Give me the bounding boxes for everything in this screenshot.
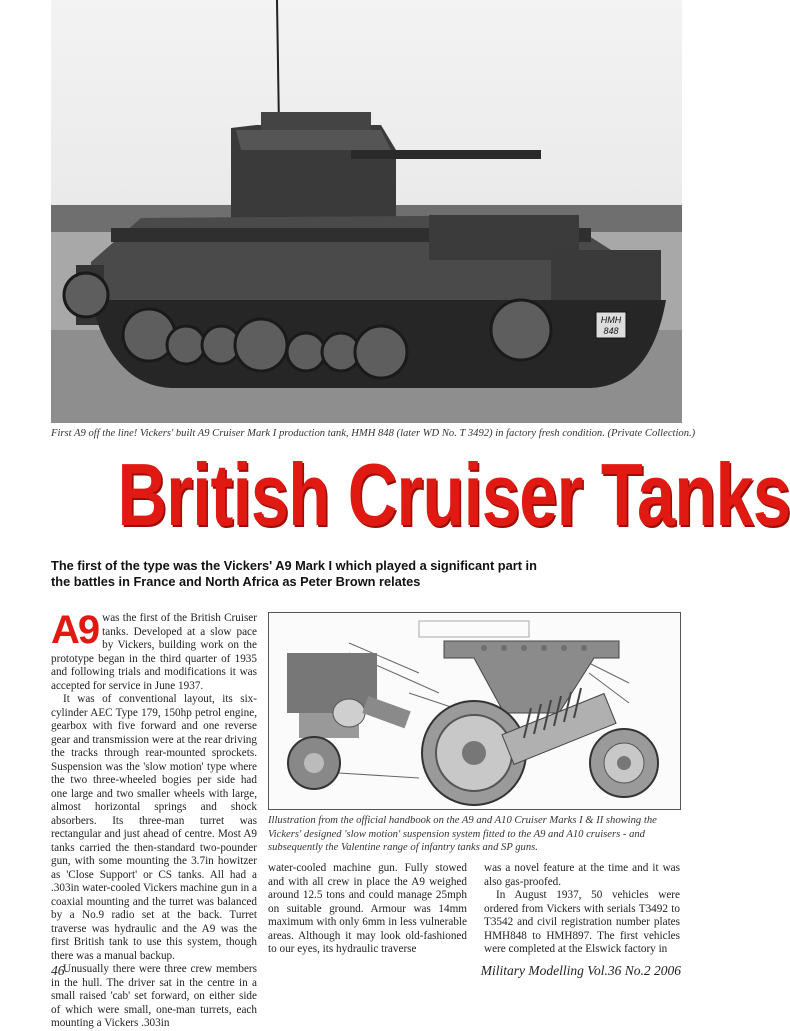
drop-cap: A9 bbox=[51, 608, 99, 652]
suspension-drawing bbox=[269, 613, 680, 809]
body-column-1 bbox=[51, 608, 257, 1031]
body-column-3-paragraph-2: In August 1937, 50 vehicles were ordered from Vickers with serials T3492 to T3542 and civil registration number plates HMH848 to HMH897. The first vehicles were completed at the Elswick factory in bbox=[484, 889, 680, 955]
suspension-illustration bbox=[268, 612, 681, 810]
photo-caption: First A9 off the line! Vickers' built A9 Cruiser Mark I production tank, HMH 848 (later WD No. T 3492) in factory fresh condition. (Private Collection.) bbox=[51, 428, 696, 439]
headline: British Cruiser Tanks bbox=[117, 445, 790, 544]
license-plate-line2: 848 bbox=[603, 326, 619, 336]
body-column-2-text: water-cooled machine gun. Fully stowed and with all crew in place the A9 weighed around 12.5 tons and could manage 25mph on suitable ground. Armour was 14mm maximum with only 6mm in less vulnerable areas. Although it may look old-fashioned to our eyes, its hydraulic traverse bbox=[268, 862, 467, 955]
standfirst: The first of the type was the Vickers' A9 Mark I which played a significant part in the battles in France and North Africa as Peter Brown relates bbox=[51, 558, 537, 589]
page-number: 46 bbox=[51, 963, 65, 978]
body-paragraph-2: It was of conventional layout, its six-cylinder AEC Type 179, 150hp petrol engine, gearbox with five forward and one reverse gear and transmission were at the rear driving the tracks through rear-mounted sprockets. Suspension was the 'slow motion' type where the two three-wheeled bogies per side had one large and two smaller wheels with large, almost horizontal springs and shock absorbers. Its three-man turret was rectangular and just ahead of centre. Most A9 tanks carried the then-standard two-pounder gun, with some mounting the 3.7in howitzer as 'Close Support' or CS tanks. All had a .303in water-cooled Vickers machine gun in a coaxial mounting and the turret was balanced by a No.9 radio set at the back. Turret traverse was hydraulic and the A9 was the first British tank to use this system, though there was a manual backup. bbox=[51, 693, 257, 962]
body-column-3-paragraph-1: was a novel feature at the time and it was also gas-proofed. bbox=[484, 862, 680, 888]
body-column-3 bbox=[484, 862, 680, 957]
tank-photo bbox=[51, 0, 682, 423]
body-paragraph-3: Unusually there were three crew members in the hull. The driver sat in the centre in a small raised 'cab' set forward, on either side of which were small, one-man turrets, each mounting a Vickers .303in bbox=[51, 963, 257, 1029]
illustration-caption: Illustration from the official handbook on the A9 and A10 Cruiser Marks I & II showing the Vickers' designed 'slow motion' suspension system fitted to the A9 and A10 cruisers - and subsequently the Valentine range of infantry tanks and SP guns. bbox=[268, 815, 657, 853]
license-plate-line1: HMH bbox=[600, 315, 622, 325]
body-column-2 bbox=[268, 862, 467, 957]
magazine-issue: Military Modelling Vol.36 No.2 2006 bbox=[480, 963, 681, 978]
tank-photo-illustration bbox=[51, 0, 682, 423]
body-paragraph-1 bbox=[51, 608, 257, 693]
body-paragraph-1-text: was the first of the British Cruiser tanks. Developed at a slow pace by Vickers, building work on the prototype began in the third quarter of 1935 and following trials and modifications it was accepted for service in June 1937. bbox=[51, 612, 257, 692]
